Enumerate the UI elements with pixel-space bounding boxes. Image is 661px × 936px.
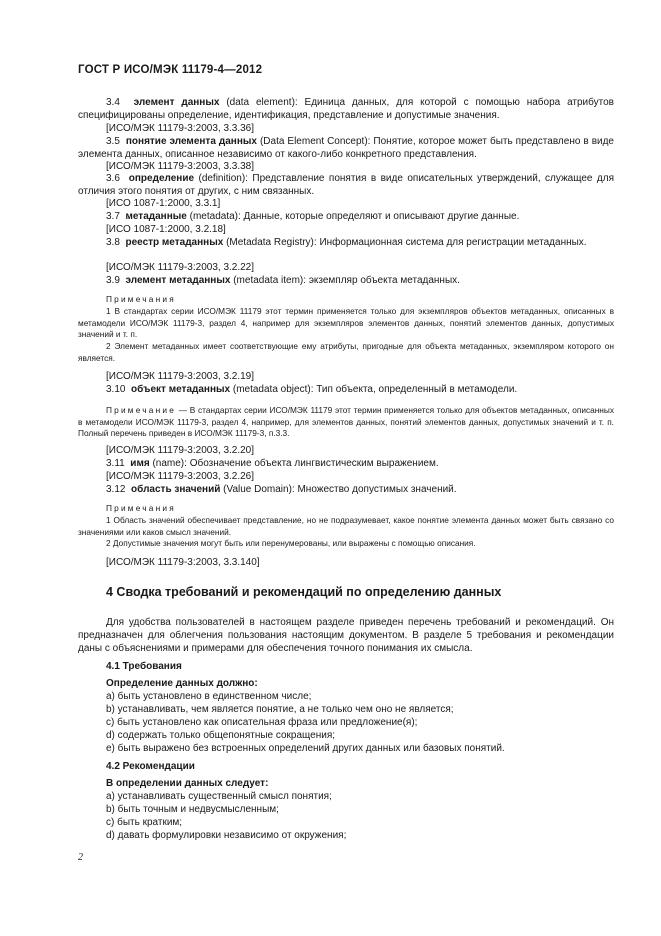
term-3-9: 3.9 элемент метаданных (metadata item): экземпляр объекта метаданных. bbox=[106, 275, 460, 286]
requirements-item-a: a) быть установлено в единственном числе; bbox=[106, 691, 312, 702]
requirements-item-e: e) быть выражено без встроенных определений других данных или базовых понятий. bbox=[106, 743, 505, 754]
recommendations-item-d: d) давать формулировки независимо от окружения; bbox=[106, 830, 347, 841]
term-3-7-ref: [ИСО 1087-1:2000, 3.2.18] bbox=[106, 224, 226, 235]
term-3-11-ref: [ИСО/МЭК 11179-3:2003, 3.2.26] bbox=[106, 471, 255, 482]
term-3-6-ref: [ИСО 1087-1:2000, 3.3.1] bbox=[106, 198, 221, 209]
term-3-11: 3.11 имя (name): Обозначение объекта лингвистическим выражением. bbox=[106, 458, 439, 469]
notes-3-9-item-1: 1 В стандартах серии ИСО/МЭК 11179 этот термин применяется только для экземпляров объектов метаданных, описанных в метамодели ИСО/МЭК 11179-3, раздел 4, например для экземпляров элементов данных, понятий элементов данных, допустимых значений и т. п. bbox=[78, 306, 614, 340]
requirements-lead: Определение данных должно: bbox=[106, 678, 258, 689]
term-3-12-ref: [ИСО/МЭК 11179-3:2003, 3.3.140] bbox=[106, 557, 260, 568]
term-3-4-ref: [ИСО/МЭК 11179-3:2003, 3.3.36] bbox=[106, 123, 255, 134]
notes-3-12-item-1: 1 Область значений обеспечивает представление, но не подразумевает, какое понятие элемента данных может быть связано со значениями или каков смысл значений. bbox=[78, 515, 614, 537]
recommendations-item-c: c) быть кратким; bbox=[106, 817, 183, 828]
term-3-10: 3.10 объект метаданных (metadata object): Тип объекта, определенный в метамодели. bbox=[106, 384, 518, 395]
recommendations-lead: В определении данных следует: bbox=[106, 778, 269, 789]
term-3-8: 3.8 реестр метаданных (Metadata Registry): Информационная система для регистрации метаданных. bbox=[106, 237, 587, 248]
requirements-item-c: c) быть установлено как описательная фраза или предложение(я); bbox=[106, 717, 418, 728]
term-3-6: 3.6 определение (definition): Представление понятия в виде описательных утверждений, служащее для отличия этого понятия от других, с ним связанных. bbox=[78, 173, 614, 198]
term-3-12: 3.12 область значений (Value Domain): Множество допустимых значений. bbox=[106, 484, 457, 495]
term-3-5: 3.5 понятие элемента данных (Data Element Concept): Понятие, которое может быть представлено в виде элемента данных, описанное независимо от какого-либо конкретного представления. bbox=[78, 136, 614, 161]
note-3-10: Примечание — В стандартах серии ИСО/МЭК 11179 этот термин применяется только для объектов метаданных, описанных в метамодели ИСО/МЭК 11179-3, раздел 4, например, для элементов данных, понятий элементов данных, допустимых значений и т. п. Полный перечень приведен в ИСО/МЭК 11179-3, п.3.3. bbox=[78, 405, 614, 439]
requirements-item-d: d) содержать только общепонятные сокращения; bbox=[106, 730, 336, 741]
term-3-9-ref: [ИСО/МЭК 11179-3:2003, 3.2.19] bbox=[106, 371, 255, 382]
recommendations-item-b: b) быть точным и недвусмысленным; bbox=[106, 804, 279, 815]
notes-3-12-item-2: 2 Допустимые значения могут быть или перенумерованы, или выражены с помощью описания. bbox=[106, 538, 476, 548]
section-4-heading: 4 Сводка требований и рекомендаций по определению данных bbox=[106, 585, 502, 599]
term-3-7: 3.7 метаданные (metadata): Данные, которые определяют и описывают другие данные. bbox=[106, 211, 520, 222]
requirements-item-b: b) устанавливать, чем является понятие, а не только чем оно не является; bbox=[106, 704, 454, 715]
term-3-10-ref: [ИСО/МЭК 11179-3:2003, 3.2.20] bbox=[106, 445, 255, 456]
notes-3-9-title: Примечания bbox=[106, 294, 176, 304]
page-number: 2 bbox=[78, 852, 83, 863]
recommendations-item-a: a) устанавливать существенный смысл понятия; bbox=[106, 791, 332, 802]
subsection-4-2-heading: 4.2 Рекомендации bbox=[106, 761, 195, 772]
term-3-5-ref: [ИСО/МЭК 11179-3:2003, 3.3.38] bbox=[106, 161, 255, 172]
subsection-4-1-heading: 4.1 Требования bbox=[106, 661, 182, 672]
section-4-intro: Для удобства пользователей в настоящем разделе приведен перечень требований и рекомендаций. Он предназначен для облегчения пользования настоящим документом. В разделе 5 требования и рекомендации даны с объяснениями и примерами для обеспечения точного понимания их смысла. bbox=[78, 617, 614, 655]
document-header: ГОСТ Р ИСО/МЭК 11179-4—2012 bbox=[78, 64, 263, 76]
notes-3-12-title: Примечания bbox=[106, 503, 176, 513]
term-3-8-ref: [ИСО/МЭК 11179-3:2003, 3.2.22] bbox=[106, 262, 255, 273]
term-3-4: 3.4 элемент данных (data element): Единица данных, для которой с помощью набора атрибутов специфицированы определение, идентификация, представление и допустимые значения. bbox=[78, 97, 614, 122]
notes-3-9-item-2: 2 Элемент метаданных имеет соответствующие ему атрибуты, пригодные для объекта метаданных, экземпляром которого он является. bbox=[78, 341, 614, 363]
